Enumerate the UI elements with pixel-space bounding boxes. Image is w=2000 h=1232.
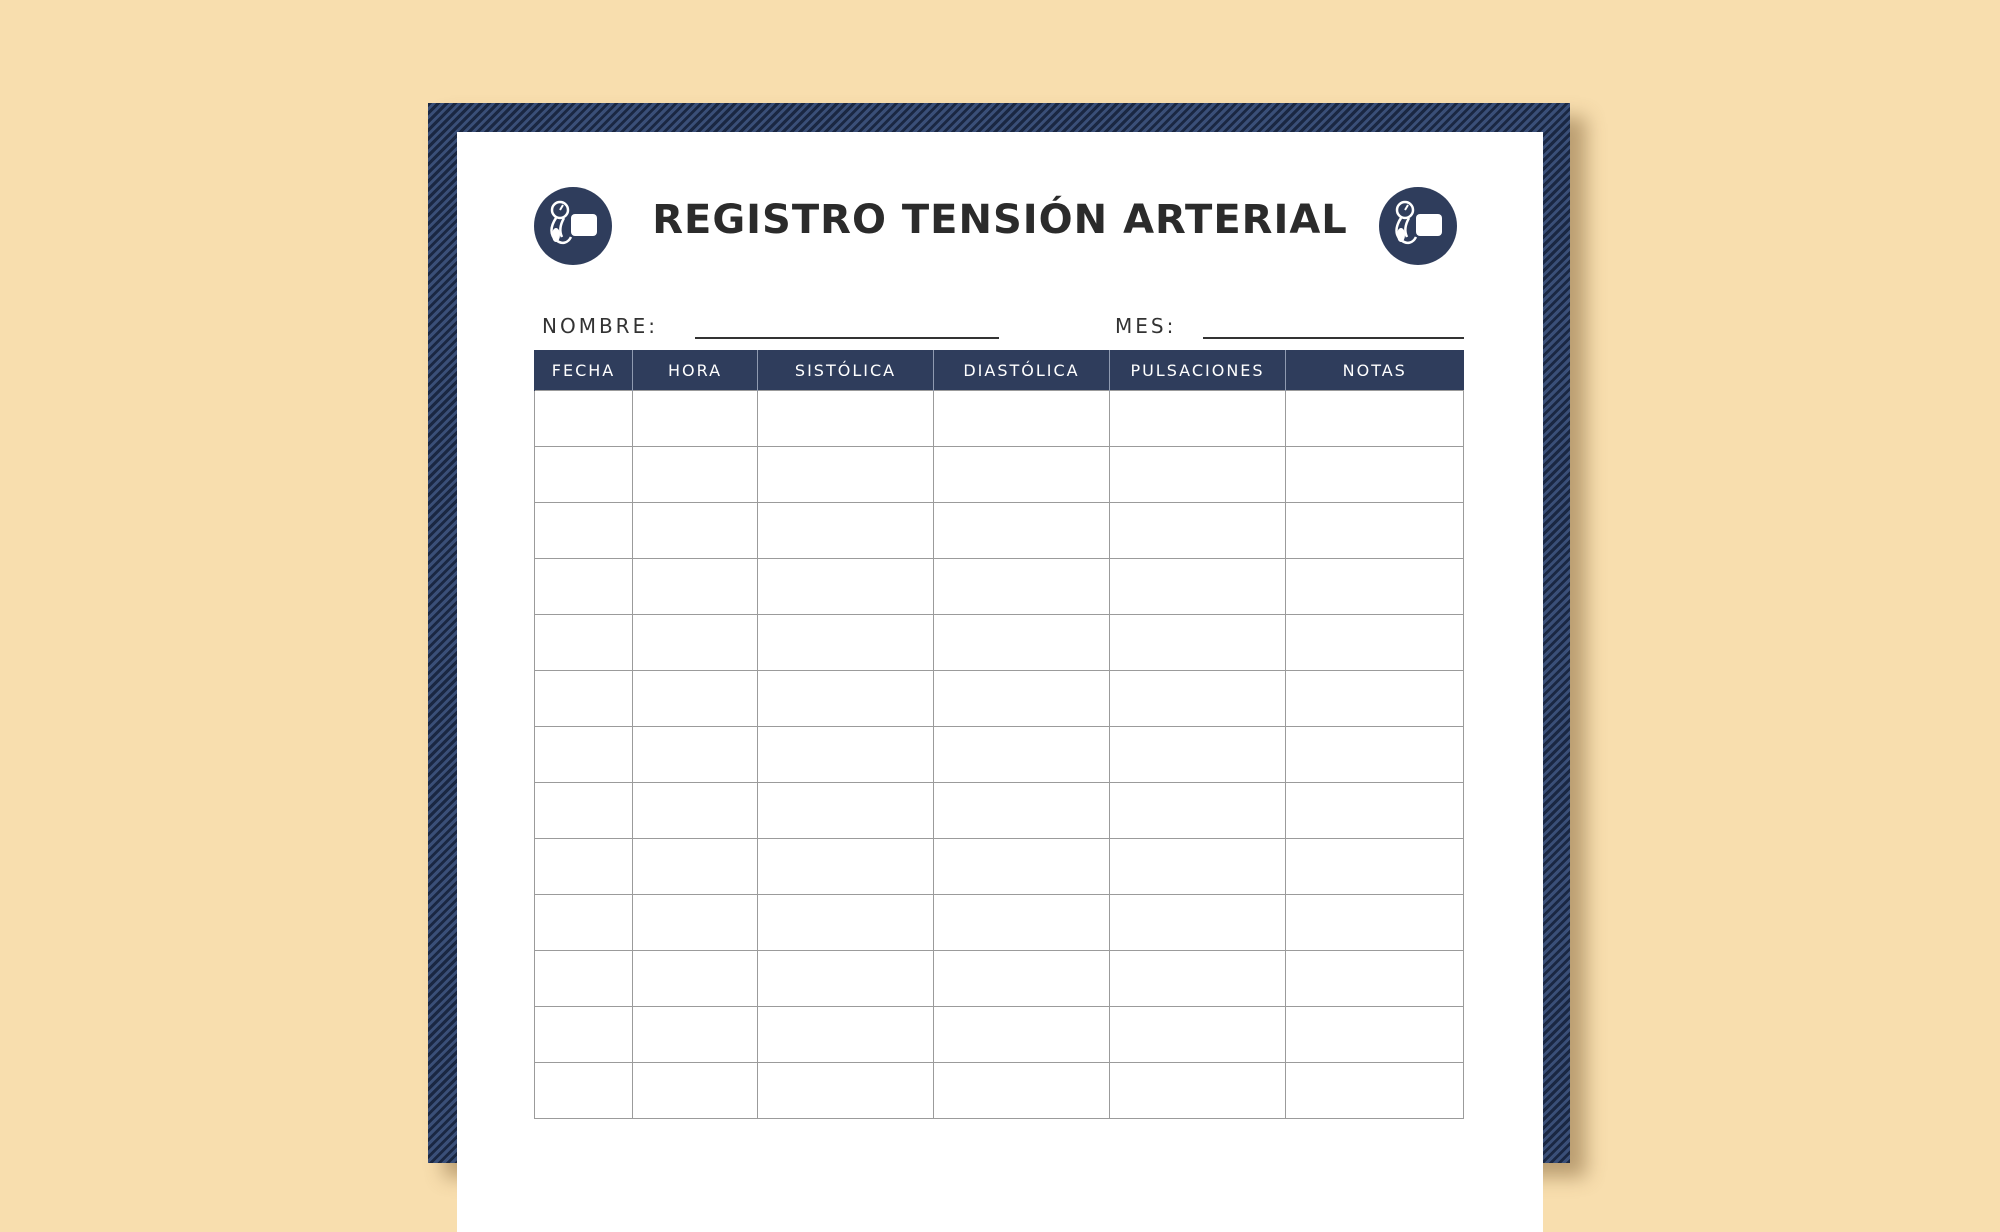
table-cell[interactable]	[1110, 783, 1286, 839]
name-label: NOMBRE:	[542, 314, 658, 338]
table-cell[interactable]	[535, 951, 633, 1007]
table-cell[interactable]	[1110, 447, 1286, 503]
table-cell[interactable]	[633, 839, 758, 895]
table-cell[interactable]	[758, 783, 934, 839]
table-row	[535, 559, 1464, 615]
table-cell[interactable]	[633, 503, 758, 559]
column-header-fecha: FECHA	[535, 350, 633, 391]
table-cell[interactable]	[1286, 895, 1464, 951]
table-cell[interactable]	[758, 727, 934, 783]
table-cell[interactable]	[1110, 391, 1286, 447]
month-underline[interactable]	[1203, 337, 1464, 339]
table-body	[535, 391, 1464, 1119]
table-cell[interactable]	[1110, 951, 1286, 1007]
table-cell[interactable]	[1110, 503, 1286, 559]
sheet-frame	[428, 103, 1570, 1163]
table-cell[interactable]	[934, 503, 1110, 559]
table-cell[interactable]	[758, 1063, 934, 1119]
table-cell[interactable]	[1286, 559, 1464, 615]
table-row	[535, 895, 1464, 951]
table-cell[interactable]	[633, 895, 758, 951]
table-cell[interactable]	[633, 1007, 758, 1063]
table-row	[535, 1007, 1464, 1063]
table-row	[535, 1063, 1464, 1119]
table-cell[interactable]	[535, 615, 633, 671]
table-cell[interactable]	[1286, 615, 1464, 671]
table-cell[interactable]	[1286, 671, 1464, 727]
document-title: REGISTRO TENSIÓN ARTERIAL	[652, 197, 1348, 243]
month-label: MES:	[1115, 314, 1177, 338]
table-header-row	[535, 350, 1464, 391]
name-underline[interactable]	[695, 337, 999, 339]
table-cell[interactable]	[934, 727, 1110, 783]
table-cell[interactable]	[934, 671, 1110, 727]
table-cell[interactable]	[934, 447, 1110, 503]
table-cell[interactable]	[535, 783, 633, 839]
table-cell[interactable]	[633, 615, 758, 671]
table-cell[interactable]	[633, 447, 758, 503]
table-row	[535, 727, 1464, 783]
table-cell[interactable]	[633, 783, 758, 839]
table-cell[interactable]	[758, 503, 934, 559]
table-cell[interactable]	[758, 447, 934, 503]
table-row	[535, 839, 1464, 895]
table-cell[interactable]	[1286, 727, 1464, 783]
table-cell[interactable]	[1110, 671, 1286, 727]
table-cell[interactable]	[1110, 895, 1286, 951]
table-cell[interactable]	[1110, 615, 1286, 671]
table-cell[interactable]	[535, 671, 633, 727]
table-cell[interactable]	[535, 1007, 633, 1063]
table-row	[535, 503, 1464, 559]
column-header-sistolica: SISTÓLICA	[758, 350, 934, 391]
column-header-hora: HORA	[633, 350, 758, 391]
table-cell[interactable]	[758, 391, 934, 447]
table-cell[interactable]	[758, 839, 934, 895]
table-cell[interactable]	[934, 1063, 1110, 1119]
table-row	[535, 783, 1464, 839]
column-header-pulsaciones: PULSACIONES	[1110, 350, 1286, 391]
table-row	[535, 447, 1464, 503]
blood-pressure-table	[534, 350, 1464, 1119]
table-row	[535, 951, 1464, 1007]
table-cell[interactable]	[535, 391, 633, 447]
table-cell[interactable]	[535, 447, 633, 503]
month-field[interactable]	[1115, 314, 1485, 344]
table-cell[interactable]	[633, 727, 758, 783]
table-cell[interactable]	[535, 503, 633, 559]
table-cell[interactable]	[934, 839, 1110, 895]
table-cell[interactable]	[758, 951, 934, 1007]
blood-pressure-log-sheet	[457, 132, 1543, 1232]
table-cell[interactable]	[758, 559, 934, 615]
column-header-notas: NOTAS	[1286, 350, 1464, 391]
table-cell[interactable]	[934, 559, 1110, 615]
table-cell[interactable]	[1286, 1063, 1464, 1119]
table-cell[interactable]	[758, 1007, 934, 1063]
table-cell[interactable]	[758, 615, 934, 671]
table-cell[interactable]	[934, 391, 1110, 447]
table-cell[interactable]	[1110, 559, 1286, 615]
blood-pressure-monitor-icon	[1379, 187, 1457, 265]
table-cell[interactable]	[758, 895, 934, 951]
table-cell[interactable]	[1286, 839, 1464, 895]
table-cell[interactable]	[633, 671, 758, 727]
name-field[interactable]	[542, 314, 902, 344]
table-cell[interactable]	[1110, 727, 1286, 783]
table-cell[interactable]	[1110, 1063, 1286, 1119]
table-cell[interactable]	[1286, 951, 1464, 1007]
table-cell[interactable]	[934, 783, 1110, 839]
table-cell[interactable]	[535, 1063, 633, 1119]
table-cell[interactable]	[1286, 783, 1464, 839]
table-cell[interactable]	[1286, 447, 1464, 503]
table-cell[interactable]	[1110, 1007, 1286, 1063]
table-cell[interactable]	[633, 951, 758, 1007]
table-cell[interactable]	[934, 1007, 1110, 1063]
table-cell[interactable]	[1286, 391, 1464, 447]
table-cell[interactable]	[1286, 503, 1464, 559]
table-cell[interactable]	[758, 671, 934, 727]
table-cell[interactable]	[633, 559, 758, 615]
table-cell[interactable]	[633, 391, 758, 447]
table-cell[interactable]	[1110, 839, 1286, 895]
table-cell[interactable]	[934, 895, 1110, 951]
table-cell[interactable]	[1286, 1007, 1464, 1063]
table-cell[interactable]	[633, 1063, 758, 1119]
table-cell[interactable]	[535, 727, 633, 783]
table-cell[interactable]	[934, 951, 1110, 1007]
table-row	[535, 391, 1464, 447]
table-cell[interactable]	[535, 559, 633, 615]
table-cell[interactable]	[535, 895, 633, 951]
table-cell[interactable]	[934, 615, 1110, 671]
table-cell[interactable]	[535, 839, 633, 895]
sheet-header	[457, 187, 1543, 267]
table-row	[535, 671, 1464, 727]
column-header-diastolica: DIASTÓLICA	[934, 350, 1110, 391]
table-row	[535, 615, 1464, 671]
